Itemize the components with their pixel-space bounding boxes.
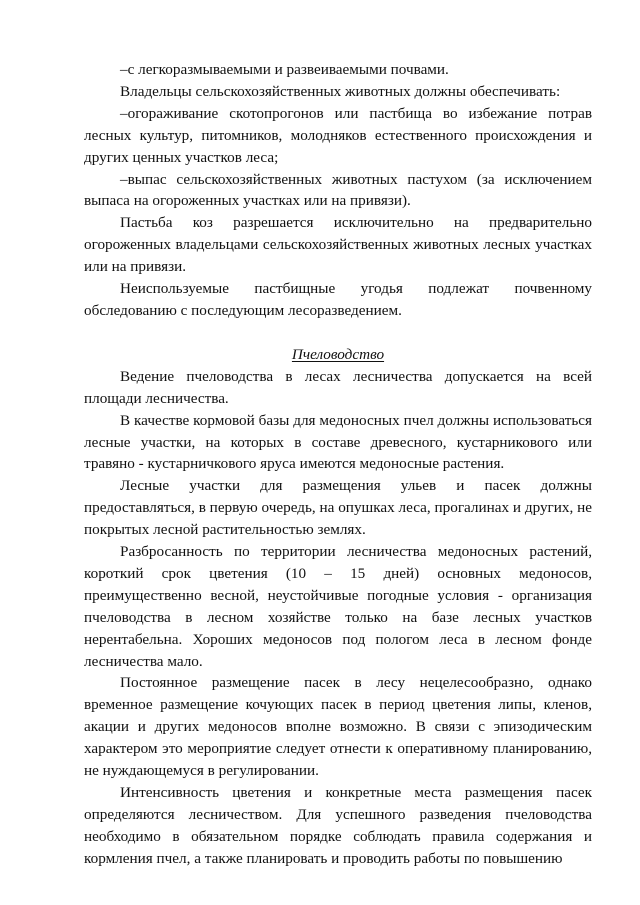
paragraph-owners-duties: Владельцы сельскохозяйственных животных должны обеспечивать: bbox=[120, 82, 561, 100]
paragraph-beekeeping-area: Ведение пчеловодства в лесах лесничества допускается на всей площади лесничества. bbox=[84, 367, 592, 407]
paragraph-apiary-placement: Постоянное размещение пасек в лесу нецелесообразно, однако временное размещение кочующих пасек в период цветения липы, кленов, акации и других медоносов вполне возможно. В связи с эпизодическим характером это мероприятие следует отнести к оперативному планированию, не нуждающемуся в регулировании. bbox=[84, 674, 592, 780]
paragraph-flowering-intensity: Интенсивность цветения и конкретные места размещения пасек определяются лесничеством. Для успешного разведения пчеловодства необходимо в обязательном порядке соблюдать правила содержания и кормления пчел, а также планировать и проводить работы по повышению bbox=[84, 784, 592, 867]
paragraph-apiary-sites: Лесные участки для размещения ульев и пасек должны предоставляться, в первую очередь, на опушках леса, прогалинах и других, не покрытых лесной растительностью землях. bbox=[84, 477, 592, 539]
paragraph-forage-base: В качестве кормовой базы для медоносных пчел должны использоваться лесные участки, на которых в составе древесного, кустарникового или травяно - кустарничкового яруса имеются медоносные растения. bbox=[84, 411, 592, 473]
paragraph-fencing: –огораживание скотопрогонов или пастбища во избежание потрав лесных культур, питомников, молодняков естественного происхождения и других ценных участков леса; bbox=[84, 104, 592, 166]
paragraph-soils: –с легкоразмываемыми и развеиваемыми почвами. bbox=[120, 61, 449, 78]
section-heading-beekeeping: Пчеловодство bbox=[291, 345, 385, 363]
paragraph-unused-pastures: Неиспользуемые пастбищные угодья подлежат почвенному обследованию с последующим лесоразведением. bbox=[84, 280, 592, 319]
paragraph-herding: –выпас сельскохозяйственных животных пастухом (за исключением выпаса на огороженных участках или на привязи). bbox=[84, 170, 592, 210]
paragraph-goats: Пастьба коз разрешается исключительно на предварительно огороженных владельцами сельскохозяйственных животных лесных участках или на привязи. bbox=[84, 214, 592, 276]
document-page bbox=[84, 59, 592, 870]
paragraph-honey-plants: Разбросанность по территории лесничества медоносных растений, короткий срок цветения (10 – 15 дней) основных медоносов, преимущественно весной, неустойчивые погодные условия - организация пчеловодства в лесном хозяйстве только на базе лесных участков нерентабельна. Хороших медоносов под пологом леса в лесном фонде лесничества мало. bbox=[84, 543, 592, 670]
section-gap bbox=[84, 322, 592, 344]
